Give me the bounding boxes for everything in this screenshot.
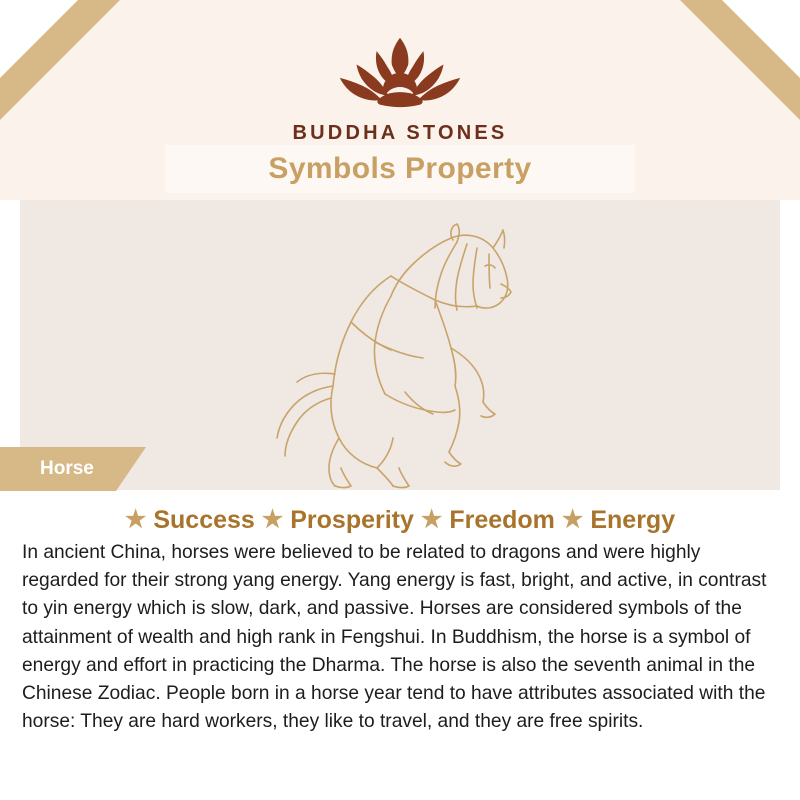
star-icon-2: ★ [261, 506, 284, 533]
keyword-2: Prosperity [290, 506, 414, 534]
keyword-3: Freedom [449, 506, 555, 534]
rearing-horse-line-art-icon [205, 200, 625, 490]
brand-block [0, 26, 800, 145]
content-panel [0, 491, 800, 800]
keyword-4: Energy [590, 506, 676, 534]
symbol-label-ribbon [0, 447, 146, 491]
ribbon-body [0, 447, 116, 491]
brand-name: BUDDHA STONES [292, 122, 508, 144]
symbol-name: Horse [40, 458, 94, 479]
star-icon-1: ★ [124, 506, 147, 533]
keyword-row [0, 505, 800, 535]
description-text: In ancient China, horses were believed to be related to dragons and were highly regarded for their strong yang energy. Yang energy is fast, bright, and active, in contrast to yin energy which is slow, dark, and passive. Horses are considered symbols of the attainment of wealth and high rank in Fengshui. In Buddhism, the horse is a symbol of energy and effort in practicing the Dharma. The horse is also the seventh animal in the Chinese Zodiac. People born in a horse year tend to have attributes associated with the horse: They are hard workers, they like to travel, and they are free spirits. [22, 542, 767, 733]
lotus-meditation-icon [315, 26, 485, 118]
star-icon-4: ★ [561, 506, 584, 533]
page-title: Symbols Property [268, 152, 532, 185]
ribbon-tail [116, 447, 146, 491]
keyword-1: Success [153, 506, 255, 534]
star-icon-3: ★ [420, 506, 443, 533]
title-bar [165, 145, 635, 193]
